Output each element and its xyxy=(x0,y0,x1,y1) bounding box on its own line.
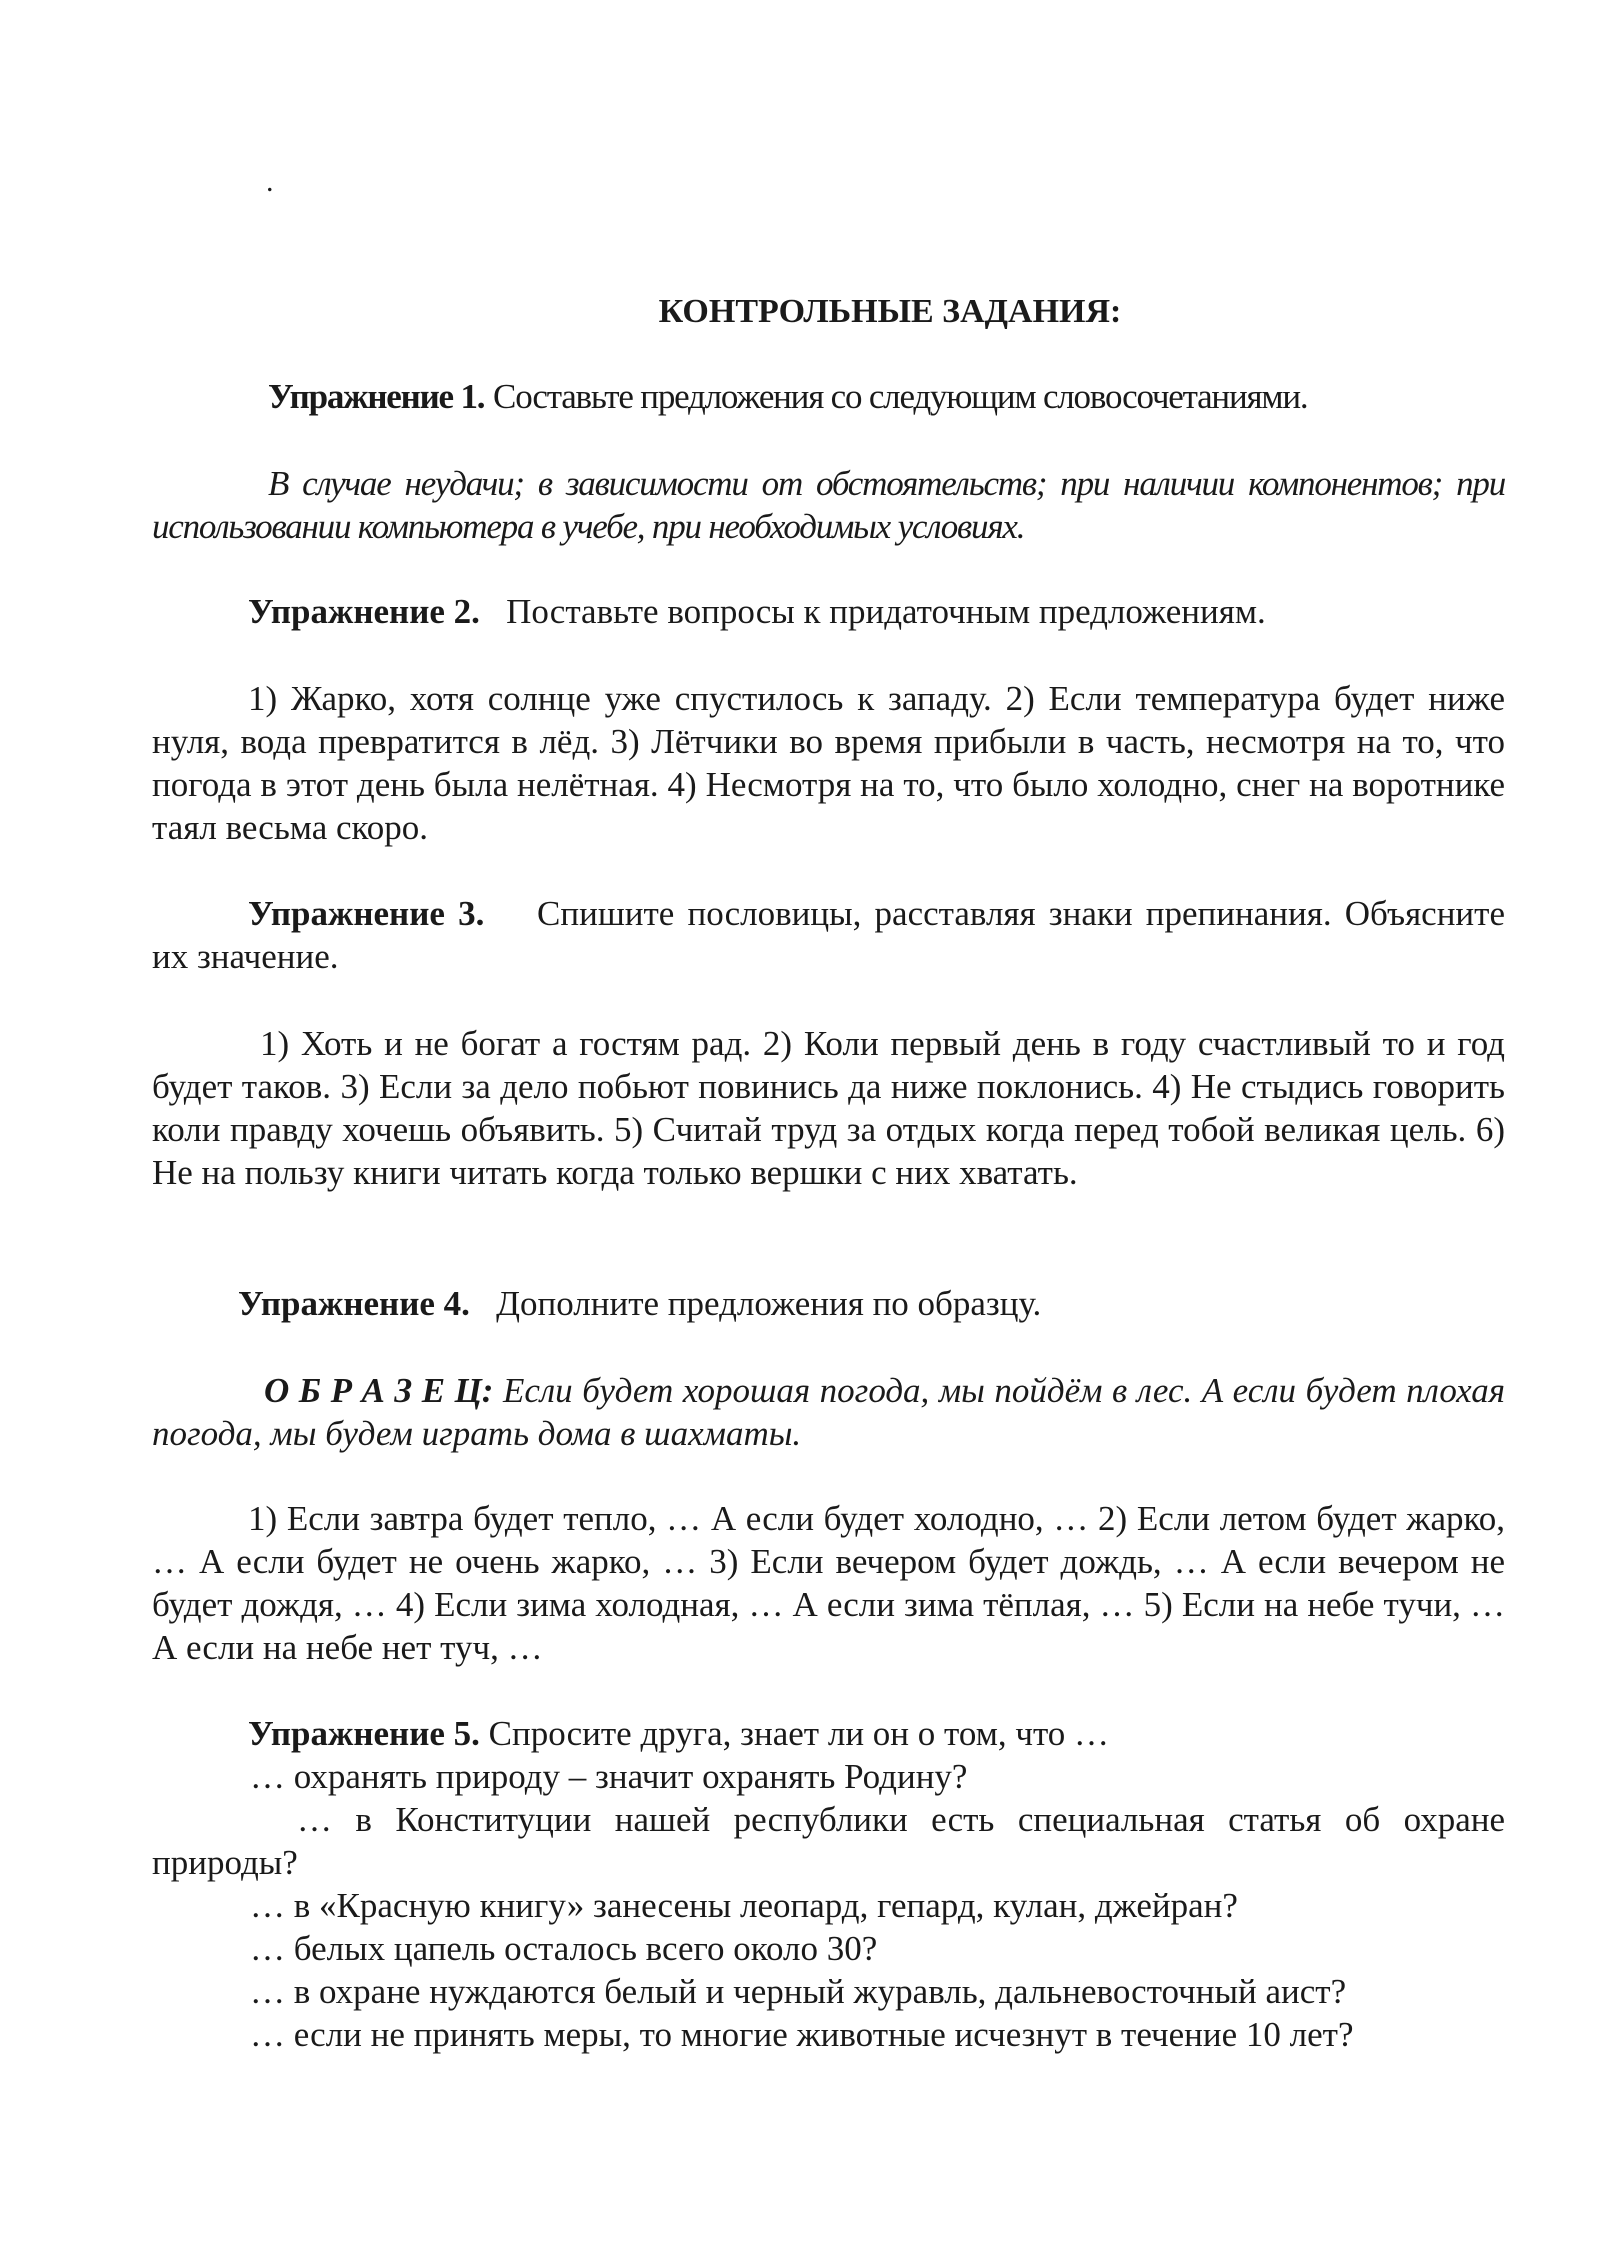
question-item: … если не принять меры, то многие животные исчезнут в течение 10 лет? xyxy=(250,2015,1354,2054)
exercise-1-heading xyxy=(152,375,1505,418)
page-title: КОНТРОЛЬНЫЕ ЗАДАНИЯ: xyxy=(658,293,1122,330)
exercise-3-heading xyxy=(152,892,1505,978)
exercise-2-label: Упражнение 2. xyxy=(248,592,480,631)
stray-dot: . xyxy=(266,165,274,198)
question-item: … в охране нуждаются белый и черный журавль, дальневосточный аист? xyxy=(250,1972,1347,2011)
exercise-5-label: Упражнение 5. xyxy=(248,1714,480,1753)
question-item: … охранять природу – значит охранять Родину? xyxy=(250,1757,968,1796)
sample-label: О Б Р А З Е Ц: xyxy=(264,1371,494,1410)
exercise-4-heading xyxy=(152,1282,1505,1325)
exercise-4-instruction: Дополните предложения по образцу. xyxy=(496,1284,1042,1323)
exercise-4-sample xyxy=(152,1369,1505,1455)
exercise-5-instruction: Спросите друга, знает ли он о том, что … xyxy=(488,1714,1110,1753)
exercise-3-content: 1) Хоть и не богат а гостям рад. 2) Коли первый день в году счастливый то и год будет таков. 3) Если за дело побьют повинись да ниже поклонись. 4) Не стыдись говорить коли правду хочешь объявить. 5) Считай труд за отдых когда перед тобой великая цель. 6) Не на пользу книги читать когда только вершки с них хватать. xyxy=(152,1024,1505,1192)
sample-text: Если будет хорошая погода, мы пойдём в лес. А если будет плохая погода, мы будем играть дома в шахматы. xyxy=(152,1371,1505,1453)
exercise-4-content: 1) Если завтра будет тепло, … А если будет холодно, … 2) Если летом будет жарко, … А если будет не очень жарко, … 3) Если вечером будет дождь, … А если вечером не будет дождя, … 4) Если зима холодная, … А если зима тёплая, … 5) Если на небе тучи, … А если на небе нет туч, … xyxy=(152,1499,1505,1667)
exercise-1-label: Упражнение 1. xyxy=(268,377,485,416)
question-item: … в «Красную книгу» занесены леопард, гепард, кулан, джейран? xyxy=(250,1886,1238,1925)
exercise-1-instruction: Составьте предложения со следующим словосочетаниями. xyxy=(493,377,1308,416)
question-item: … белых цапель осталось всего около 30? xyxy=(250,1929,878,1968)
exercise-5-heading xyxy=(248,1712,1109,1755)
exercise-3-instruction: Спишите пословицы, расставляя знаки препинания. Объясните их значение. xyxy=(152,894,1505,976)
exercise-4-label: Упражнение 4. xyxy=(238,1284,470,1323)
exercise-1-content: В случае неудачи; в зависимости от обстоятельств; при наличии компонентов; при использовании компьютера в учебе, при необходимых условиях. xyxy=(152,464,1505,546)
exercise-2-instruction: Поставьте вопросы к придаточным предложениям. xyxy=(506,592,1266,631)
exercise-2-heading xyxy=(152,590,1505,633)
exercise-2-content: 1) Жарко, хотя солнце уже спустилось к западу. 2) Если температура будет ниже нуля, вода превратится в лёд. 3) Лётчики во время прибыли в часть, несмотря на то, что погода в этот день была нелётная. 4) Несмотря на то, что было холодно, снег на воротнике таял весьма скоро. xyxy=(152,679,1505,847)
exercise-3-label: Упражнение 3. xyxy=(248,894,485,933)
question-item: … в Конституции нашей республики есть специальная статья об охране природы? xyxy=(152,1800,1505,1882)
